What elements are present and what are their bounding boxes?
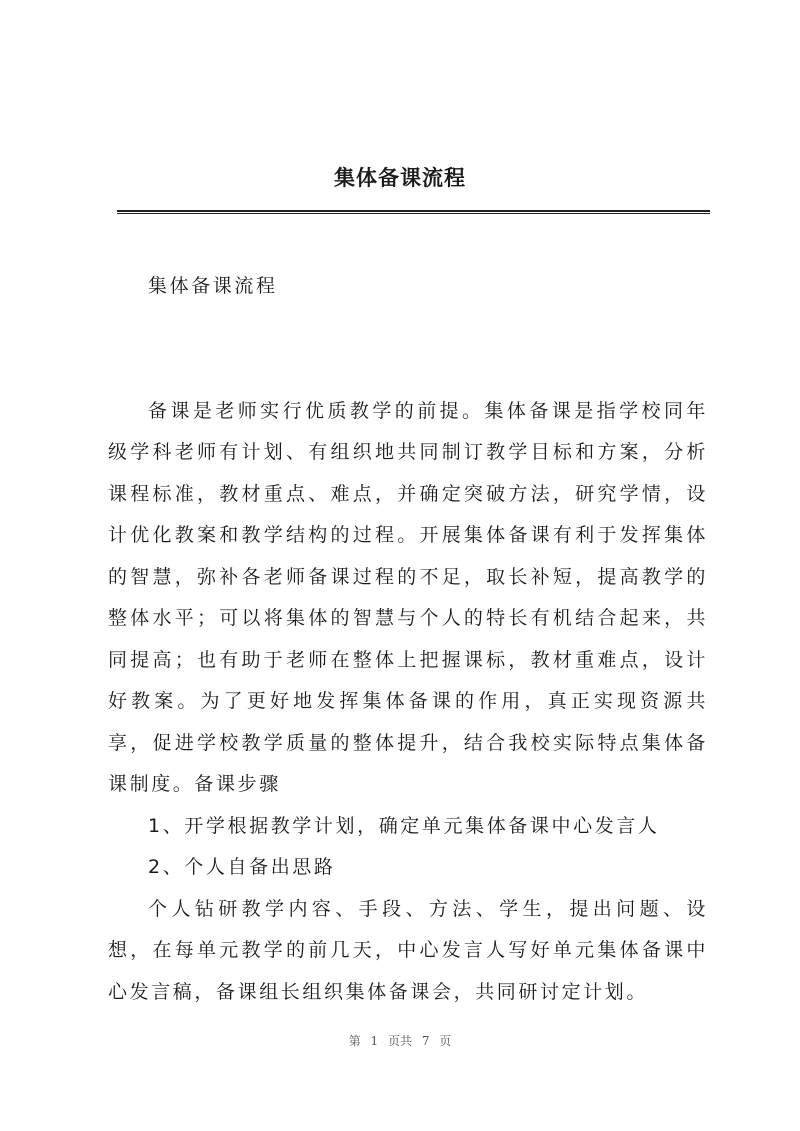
document-body bbox=[108, 266, 708, 1013]
page-footer: 第 1 页共 7 页 bbox=[348, 1034, 452, 1048]
paragraph-step-1: 1、开学根据教学计划，确定单元集体备课中心发言人 bbox=[148, 814, 660, 837]
paragraph-step-2: 2、个人自备出思路 bbox=[148, 856, 336, 878]
title-divider bbox=[117, 210, 710, 214]
paragraph-intro: 备课是老师实行优质教学的前提。集体备课是指学校同年级学科老师有计划、有组织地共同制订教学目标和方案，分析课程标准，教材重点、难点，并确定突破方法，研究学情，设计优化教案和教学结构的过程。开展集体备课有利于发挥集体的智慧，弥补各老师备课过程的不足，取长补短，提高教学的整体水平；可以将集体的智慧与个人的特长有机结合起来，共同提高；也有助于老师在整体上把握课标，教材重难点，设计好教案。为了更好地发挥集体备课的作用，真正实现资源共享，促进学校教学质量的整体提升，结合我校实际特点集体备课制度。备课步骤 bbox=[108, 399, 708, 795]
document-subtitle: 集体备课流程 bbox=[148, 275, 278, 297]
page-title: 集体备课流程 bbox=[334, 166, 466, 190]
paragraph-step-2-detail: 个人钻研教学内容、手段、方法、学生，提出问题、设想，在每单元教学的前几天，中心发言人写好单元集体备课中心发言稿，备课组长组织集体备课会，共同研讨定计划。 bbox=[108, 897, 708, 1003]
